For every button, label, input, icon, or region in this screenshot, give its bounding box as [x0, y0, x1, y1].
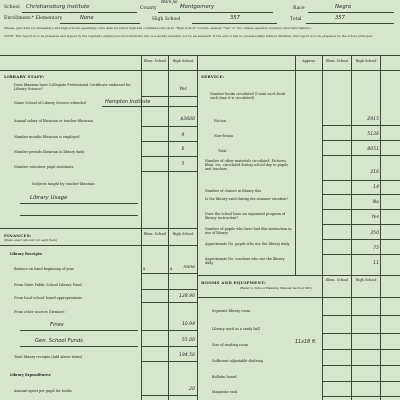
total-label: Total	[290, 17, 302, 22]
service-q6-high: 350	[370, 231, 379, 236]
expenditures-e1-high: .20	[187, 387, 195, 392]
rooms-col-elem: Elem. School	[325, 278, 349, 282]
rooms-q5-label: Bulletin board	[212, 375, 237, 379]
receipts-r3-high: 128.90	[178, 294, 195, 299]
receipts-total-label: Total library receipts (Add above items)	[14, 355, 83, 359]
receipts-r4b-label: Gen. School Funds	[35, 338, 84, 344]
rooms-q3-label: Size of reading room	[212, 343, 248, 347]
expenditures-heading: Library Expenditures:	[10, 373, 52, 377]
service-q5-label: Does the school have an organized program of library instruction?	[205, 212, 286, 220]
staff-q1-label: Does librarian have Collegiate Professional Certificate endorsed for Library Science?	[14, 83, 131, 91]
rooms-heading: ROOMS AND EQUIPMENT:	[201, 280, 266, 285]
receipts-r4-label: From other sources (Itemize):	[14, 310, 66, 314]
instruction-note-2: NOTE: This report is to be prepared and signed by the regularly employed school librarian who is a faculty member, not by an assistant. If the school has no professionally trained librarian, this report is to be prepared by the school principal.	[4, 34, 373, 38]
staff-q3-high: $3600	[180, 117, 195, 122]
enrollment-label: Enrollment:* Elementary	[4, 16, 63, 21]
col-elem-header: Elem. School	[143, 59, 167, 63]
col-approx-header: Approx.	[302, 59, 316, 63]
corner-note: Ware Jul	[161, 0, 178, 4]
rooms-col-high: High School	[355, 278, 377, 282]
dollar-sign: $	[143, 267, 146, 271]
staff-q4-high: 9	[181, 133, 185, 138]
staff-q6-high: 5	[181, 162, 185, 167]
expenditures-e1-label: Amount spent per pupil for books	[14, 389, 72, 393]
staff-q5-label: Number periods librarian in library daily	[14, 150, 85, 154]
school-value: Christiansburg Institute	[26, 4, 90, 10]
race-label: Race	[293, 6, 305, 11]
instruction-note: (Please give data for elementary and high schools separately. Give data for junior high and combined schools in "High School" column. Answer "Yes" or "No" unless question requires other information.)	[4, 26, 312, 30]
service-q7-high: 75	[373, 246, 379, 251]
service-q2-label: Number of other materials circulated: Pictures, films, etc. circulated during school day to pupils and teachers	[205, 159, 288, 171]
receipts-total-high: 194.50	[178, 353, 195, 358]
rooms-q4-label: Sufficient adjustable shelving	[212, 359, 263, 363]
rooms-q1-label: Separate library room	[212, 309, 251, 313]
staff-q7-label: Subjects taught by teacher-librarian:	[32, 182, 96, 186]
elementary-value: None	[80, 15, 94, 21]
total-value: 357	[335, 15, 345, 21]
service-heading: SERVICE:	[201, 74, 225, 79]
fin-col-high: High School	[172, 232, 194, 236]
rooms-q3-value: 11x18 ft.	[295, 340, 317, 345]
county-value: Montgomery	[180, 4, 215, 10]
receipts-r2-label: From State Public School Library Fund	[14, 283, 82, 287]
service-nonfiction-high: 5136	[367, 132, 379, 137]
service-total-high: 8051	[367, 147, 379, 152]
dollar-sign: $	[170, 267, 173, 271]
staff-q5-high: 6	[181, 147, 185, 152]
svc-col-high: High School	[355, 59, 377, 63]
high-school-label: High School	[152, 17, 181, 22]
staff-q4-label: Number months librarian is employed	[14, 135, 80, 139]
service-q4-high: No	[372, 200, 379, 205]
svc-col-elem: Elem. School	[325, 59, 349, 63]
service-fiction-high: 2915	[367, 117, 379, 122]
high-school-value: 357	[230, 15, 240, 21]
receipts-r3-label: From local school board appropriations	[14, 296, 83, 300]
rooms-q6-label: Magazine rack	[212, 390, 238, 394]
service-q3-high: 14	[373, 185, 379, 190]
finances-heading: FINANCES:	[4, 233, 32, 238]
staff-q2-value: Hampton Institute	[105, 99, 151, 105]
race-value: Negro	[335, 4, 352, 10]
receipts-r1-high: none	[183, 265, 195, 270]
staff-q7-value: Library Usage	[30, 195, 68, 201]
staff-q3-label: Annual salary of librarian or teacher-librarian	[14, 119, 93, 123]
rooms-subheading: (Refer to School Planning Manual Section XIII)	[240, 286, 312, 290]
library-staff-heading: LIBRARY STAFF:	[4, 74, 45, 79]
staff-q1-high: Yes	[179, 87, 187, 92]
service-q4-label: Is the library used during the summer vacation?	[205, 197, 289, 201]
service-q8-high: 11	[373, 261, 379, 266]
service-nonfiction-label: Non-fiction	[214, 134, 234, 138]
receipts-r4a-label: Fines	[50, 322, 64, 328]
receipts-r1-label: Balance on hand beginning of year	[14, 267, 74, 271]
staff-q2-label: Name School of Library Science attended	[14, 101, 86, 105]
county-label: County	[140, 6, 157, 11]
staff-q6-label: Number volunteer pupil assistants	[14, 165, 74, 169]
col-high-header: High School	[172, 59, 194, 63]
service-q1-label: Number books circulated (Count each book each time it is circulated)	[210, 92, 286, 100]
service-q2-high: 216	[370, 170, 379, 175]
service-q8-label: Approximate No. teachers who use the library daily	[205, 257, 285, 265]
service-total-label: Total	[218, 149, 227, 153]
receipts-r4a-high: 10.94	[181, 322, 195, 327]
finances-subheading: (State exact amount for each item)	[4, 238, 58, 242]
receipts-heading: Library Receipts:	[10, 252, 43, 256]
fin-col-elem: Elem. School	[143, 232, 167, 236]
service-q6-label: Number of pupils who have had this instruction in use of library	[205, 227, 292, 235]
rooms-q2-label: Library used as a study hall	[212, 327, 260, 331]
school-label: School	[4, 5, 20, 10]
service-q5-high: Yes	[371, 215, 379, 220]
service-fiction-label: Fiction	[214, 119, 227, 123]
service-q7-label: Approximate No. pupils who use the library daily	[205, 242, 290, 246]
service-q3-label: Number of classes in library this	[205, 189, 262, 193]
receipts-r4b-high: 55.00	[181, 338, 195, 343]
